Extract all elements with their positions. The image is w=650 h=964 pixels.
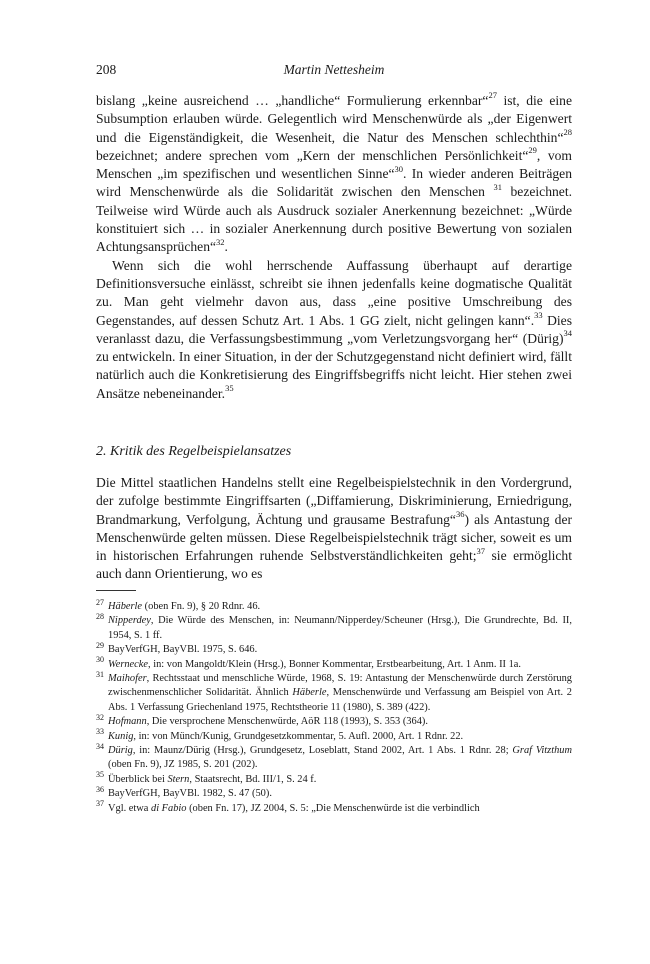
- footnote-ref: 34: [563, 328, 572, 339]
- text-run: , Die Würde des Menschen, in: Neumann/Nipperdey/Scheuner (Hrsg.), Die Grundrechte, Bd. II, 1954, S. 1 ff.: [108, 615, 572, 641]
- running-head: Martin Nettesheim: [283, 62, 385, 77]
- author-name: Graf Vitzthum: [512, 745, 572, 757]
- footnote-ref: 33: [534, 310, 543, 321]
- footnote: 36 BayVerfGH, BayVBl. 1982, S. 47 (50).: [96, 784, 272, 800]
- text-run: bislang „keine ausreichend … „handliche“ Formulierung erkennbar“: [96, 93, 489, 108]
- section-1-body: [96, 92, 572, 403]
- footnote-ref: 36: [455, 509, 465, 520]
- text-run: , in: Maunz/Dürig (Hrsg.), Grundgesetz, Loseblatt, Stand 2002, Art. 1 Abs. 1 Rdnr. 28;: [132, 745, 513, 757]
- footnote-ref: 30: [394, 163, 404, 174]
- text-run: , Die versprochene Menschenwürde, AöR 118 (1993), S. 353 (364).: [146, 716, 428, 728]
- text-run: Dies veranlasst dazu, die Verfassungsbestimmung „vom Verletzungsvorgang her“ (Dürig): [96, 312, 572, 346]
- author-name: Hofmann: [108, 716, 147, 728]
- footnote-ref: 37: [476, 545, 486, 556]
- paragraph-2: [96, 257, 572, 403]
- paragraph-1: [96, 92, 572, 257]
- footnote-ref: 32: [216, 236, 225, 247]
- author-name: Nipperdey: [108, 615, 151, 627]
- author-name: Maihofer: [108, 673, 147, 685]
- author-name: Wernecke: [108, 658, 148, 670]
- text-run: , in: von Münch/Kunig, Grundgesetzkommentar, 5. Aufl. 2000, Art. 1 Rdnr. 22.: [133, 730, 464, 742]
- footnote: 29 BayVerfGH, BayVBl. 1975, S. 646.: [96, 640, 258, 656]
- footnote-divider: [96, 590, 136, 591]
- text-run: . In wieder anderen Beiträgen wird Menschenwürde als die Solidarität zwischen den Menschen: [96, 166, 572, 200]
- text-run: .: [224, 239, 228, 255]
- text-run: , vom Menschen „im spezifischen und wesentlichen Sinne“: [96, 147, 572, 182]
- text-run: , Menschenwürde und Verfassung am Beispiel von Art. 2 Abs. 1 Verfassung Griechenland 1975, Rechtstheorie 11 (1980), S. 389 (422).: [108, 687, 572, 713]
- text-run: , Rechtsstaat und menschliche Würde, 1968, S. 19: Antastung der Menschenwürde durch Zerstörung zwischenmenschlicher Solidarität. Ähnlich: [108, 673, 572, 699]
- footnote: 37 Vgl. etwa di Fabio (oben Fn. 17), JZ 2004, S. 5: „Die Menschenwürde ist die verbindlich: [96, 799, 480, 814]
- footnote: 31 Maihofer, Rechtsstaat und menschliche Würde, 1968, S. 19: Antastung der Menschenwürde durch Zerstörung zwischenmenschlicher Solidarität. Ähnlich Häberle, Menschenwürde und Verfassung am Beispiel von Art. 2 Abs. 1 Verfassung Griechenland 1975, Rechtstheorie 11 (1980), S. 389 (422).: [96, 669, 572, 713]
- text-run: Die Mittel staatlichen Handelns stellt eine Regelbeispielstechnik in den Vordergrund, der zufolge bestimmte Eingriffsarten („Diffamierung, Diskriminierung, Erniedrigung, Brandmarkung, Verfolgung, Ächtung und grausame Bestrafung“: [96, 475, 572, 527]
- footnote: 27 Häberle (oben Fn. 9), § 20 Rdnr. 46.: [96, 597, 261, 612]
- section-2-body: [96, 474, 572, 584]
- footnote-ref: 27: [488, 90, 497, 101]
- footnotes: [96, 597, 572, 816]
- footnote-ref: 29: [528, 145, 537, 156]
- footnote: 32 Hofmann, Die versprochene Menschenwürde, AöR 118 (1993), S. 353 (364).: [96, 712, 428, 728]
- author-name: Stern: [167, 773, 190, 785]
- text-run: , Staatsrecht, Bd. III/1, S. 24 f.: [189, 773, 317, 785]
- text-run: zu entwickeln. In einer Situation, in der der Schutzgegenstand nicht definiert wird, fällt natürlich auch die Konkretisierung des Eingriffsbegriffs nicht leicht. Hier stehen zwei Ansätze nebeneinander.: [96, 349, 572, 401]
- author-name: Dürig: [108, 745, 133, 757]
- text-run: ) als Antastung der Menschenwürde gelten müssen. Diese Regelbeispielstechnik trägt sicher, soweit es um in historischen Erfahrungen ruhende Selbstverständlichkeiten geht;: [96, 511, 573, 564]
- text-run: ist, die eine Subsumption erlauben würde. Gelegentlich wird Menschenwürde als „der Eigenwert und die Eigenständigkeit, die Wesenheit, die Natur des Menschen schlechthin“: [96, 93, 572, 145]
- footnote-ref: 28: [563, 127, 572, 138]
- text-run: BayVerfGH, BayVBl. 1975, S. 646.: [108, 644, 258, 656]
- footnote-ref: 35: [225, 383, 234, 394]
- footnote: 30 Wernecke, in: von Mangoldt/Klein (Hrsg.), Bonner Kommentar, Erstbearbeitung, Art. 1 Anm. II 1a.: [96, 655, 522, 670]
- text-run: (oben Fn. 9), JZ 1985, S. 201 (202).: [108, 759, 258, 771]
- author-name: Häberle: [108, 601, 143, 612]
- author-name: Häberle: [292, 687, 327, 699]
- footnote: 35 Überblick bei Stern, Staatsrecht, Bd. III/1, S. 24 f.: [96, 770, 317, 785]
- text-run: Überblick bei: [108, 773, 168, 785]
- text-run: (oben Fn. 9), § 20 Rdnr. 46.: [142, 601, 261, 612]
- text-run: , in: von Mangoldt/Klein (Hrsg.), Bonner Kommentar, Erstbearbeitung, Art. 1 Anm. II 1a.: [148, 658, 522, 670]
- footnote: 28 Nipperdey, Die Würde des Menschen, in: Neumann/Nipperdey/Scheuner (Hrsg.), Die Grundrechte, Bd. II, 1954, S. 1 ff.: [96, 611, 572, 641]
- author-name: Kunig: [108, 730, 134, 742]
- text-run: bezeichnet; andere sprechen vom „Kern der menschlichen Persönlichkeit“: [96, 147, 529, 163]
- text-run: bezeichnet. Teilweise wird Würde auch als Ausdruck sozialer Anerkennung bezeichnet: „Würde konstituiert sich … in sozialer Anerkennung durch positive Bewertung von sozialen Achtungsansprüchen“: [96, 184, 572, 255]
- footnote: 33 Kunig, in: von Münch/Kunig, Grundgesetzkommentar, 5. Aufl. 2000, Art. 1 Rdnr. 22.: [96, 727, 464, 742]
- footnote: 34 Dürig, in: Maunz/Dürig (Hrsg.), Grundgesetz, Loseblatt, Stand 2002, Art. 1 Abs. 1 Rdnr. 28; Graf Vitzthum (oben Fn. 9), JZ 1985, S. 201 (202).: [96, 741, 572, 771]
- text-run: Vgl. etwa: [108, 802, 151, 814]
- text-run: Wenn sich die wohl herrschende Auffassung überhaupt auf derartige Definitionsversuche einlässt, schreibt sie ihnen jedenfalls keine dogmatische Qualität zu. Man geht vielmehr davon aus, dass „eine positive Umschreibung des Gegenstandes, auf dessen Schutz Art. 1 Abs. 1 GG zielt, nicht gelingen kann“.: [96, 257, 572, 328]
- footnote-ref: 31: [493, 181, 502, 192]
- text-run: (oben Fn. 17), JZ 2004, S. 5: „Die Menschenwürde ist die verbindlich: [186, 802, 480, 814]
- page-number: 208: [96, 62, 117, 77]
- section-heading: 2. Kritik des Regelbeispielansatzes: [96, 444, 292, 459]
- text-run: sie ermöglicht auch dann Orientierung, wo es: [96, 548, 572, 582]
- author-name: di Fabio: [151, 802, 187, 814]
- page-header: [96, 62, 572, 80]
- paragraph-3: [96, 474, 572, 584]
- text-run: BayVerfGH, BayVBl. 1982, S. 47 (50).: [108, 788, 272, 800]
